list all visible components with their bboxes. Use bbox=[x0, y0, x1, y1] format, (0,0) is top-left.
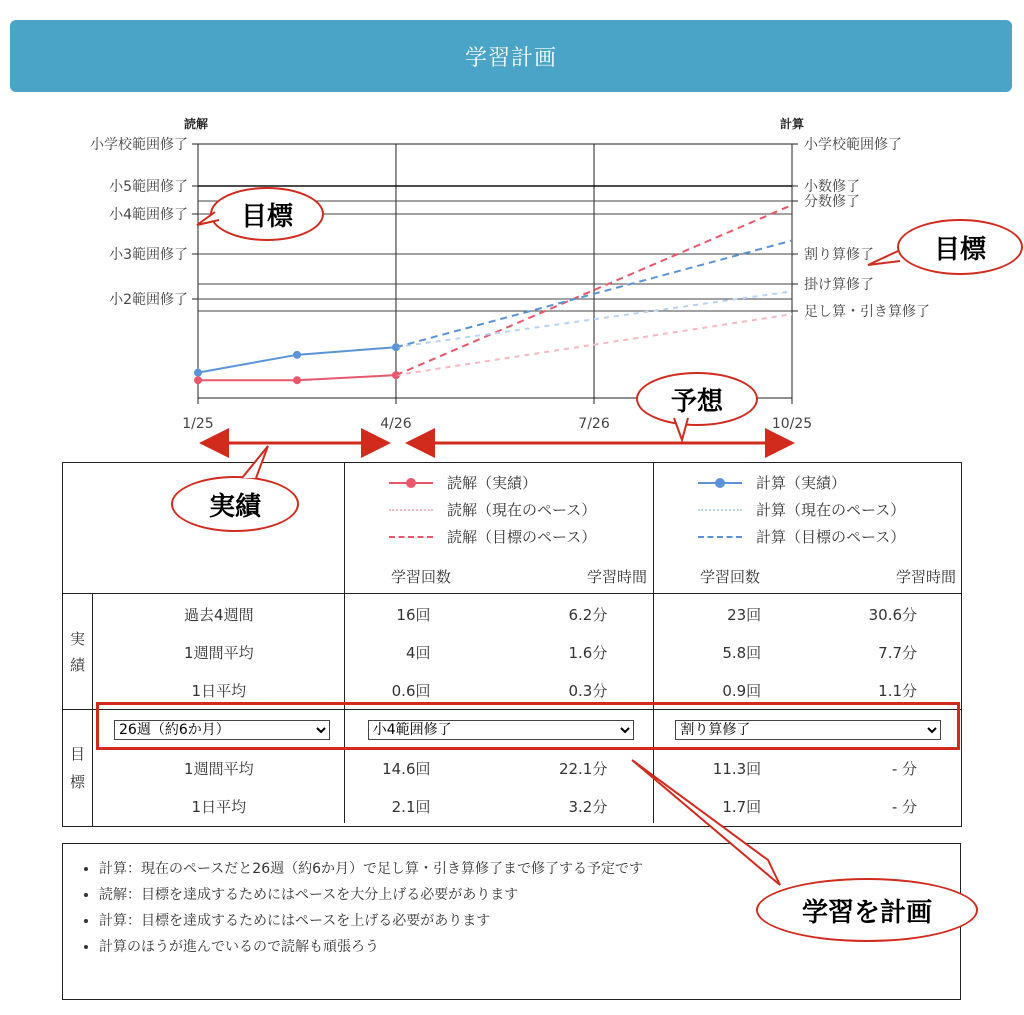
row-label: 1週間平均 bbox=[184, 643, 254, 662]
group-label-actual: 実 績 bbox=[63, 594, 93, 710]
x-tick-label: 10/25 bbox=[771, 416, 813, 432]
row-label: 1日平均 bbox=[191, 681, 247, 700]
right-axis-ticks bbox=[792, 136, 930, 320]
table-cell: 14.6回 bbox=[382, 759, 431, 778]
legend-item: 読解（現在のペース） bbox=[389, 496, 653, 523]
table-cell: 22.1分 bbox=[558, 759, 608, 778]
table-cell: 0.9回 bbox=[722, 681, 762, 700]
x-tick-label: 7/26 bbox=[578, 416, 610, 432]
reading-legend-cell bbox=[345, 463, 654, 594]
calc-legend-cell bbox=[654, 463, 962, 594]
left-tick-label: 小4範囲修了 bbox=[109, 207, 188, 223]
row-label: 1週間平均 bbox=[184, 759, 254, 778]
data-point bbox=[293, 376, 301, 384]
right-tick-label: 割り算修了 bbox=[804, 247, 874, 263]
table-row bbox=[93, 787, 961, 825]
col-header-time: 学習時間 bbox=[586, 568, 647, 586]
page-title: 学習計画 bbox=[464, 45, 557, 71]
data-point bbox=[194, 369, 202, 377]
right-tick-label: 分数修了 bbox=[804, 194, 860, 210]
table-cell: 3.2分 bbox=[568, 797, 608, 816]
right-tick-label: 小数修了 bbox=[804, 179, 860, 195]
goal-select-highlight bbox=[96, 702, 960, 750]
table-row bbox=[93, 633, 961, 671]
table-row bbox=[93, 749, 961, 787]
callout-goal-left: 目標 bbox=[210, 187, 324, 241]
x-tick-label: 4/26 bbox=[380, 416, 412, 432]
legend-item: 読解（実績） bbox=[389, 469, 653, 496]
callout-plan: 学習を計画 bbox=[756, 878, 978, 942]
table-cell: 6.2分 bbox=[568, 605, 608, 624]
table-cell: 4回 bbox=[405, 643, 431, 662]
left-tick-label: 小3範囲修了 bbox=[109, 247, 188, 263]
table-cell: 30.6分 bbox=[868, 605, 918, 624]
row-label: 過去4週間 bbox=[184, 605, 254, 624]
col-header-count: 学習回数 bbox=[391, 568, 452, 586]
note-item: • 計算のほうが進んでいるので読解も頑張ろう bbox=[99, 934, 960, 960]
table-cell: - 分 bbox=[891, 759, 918, 778]
table-cell: - 分 bbox=[891, 797, 918, 816]
col-header-time: 学習時間 bbox=[895, 568, 956, 586]
group-label-target: 目 標 bbox=[63, 710, 93, 827]
row-label: 1日平均 bbox=[191, 797, 247, 816]
data-point bbox=[194, 376, 202, 384]
table-cell: 0.6回 bbox=[391, 681, 431, 700]
callout-actual: 実績 bbox=[171, 476, 299, 532]
table-cell: 11.3回 bbox=[712, 759, 762, 778]
legend-item: 計算（現在のペース） bbox=[698, 496, 961, 523]
callout-pointer bbox=[195, 210, 225, 230]
note-item: • 計算：目標を達成するためにはペースを上げる必要があります bbox=[99, 908, 960, 934]
legend-item: 計算（実績） bbox=[698, 469, 961, 496]
callout-pointer bbox=[864, 247, 904, 272]
data-point bbox=[293, 351, 301, 359]
legend-item: 読解（目標のペース） bbox=[389, 523, 653, 550]
table-cell: 1.7回 bbox=[722, 797, 762, 816]
table-cell: 0.3分 bbox=[568, 681, 608, 700]
callout-pointer bbox=[668, 416, 698, 444]
table-cell: 7.7分 bbox=[878, 643, 918, 662]
note-item: • 読解：目標を達成するためにはペースを大分上げる必要があります bbox=[99, 882, 960, 908]
right-tick-label: 小学校範囲修了 bbox=[804, 137, 902, 153]
table-cell: 1.6分 bbox=[568, 643, 608, 662]
right-tick-label: 足し算・引き算修了 bbox=[804, 304, 930, 320]
callout-goal-right: 目標 bbox=[897, 219, 1023, 275]
table-cell: 2.1回 bbox=[391, 797, 431, 816]
left-axis-title: 読解 bbox=[183, 117, 209, 131]
callout-pointer bbox=[620, 750, 820, 890]
note-item: • 計算：現在のペースだと26週（約6か月）で足し算・引き算修了まで修了する予定です bbox=[99, 856, 960, 882]
col-header-count: 学習回数 bbox=[700, 568, 761, 586]
table-cell: 5.8回 bbox=[722, 643, 762, 662]
x-tick-label: 1/25 bbox=[182, 416, 214, 432]
table-row bbox=[93, 595, 961, 633]
right-axis-title: 計算 bbox=[779, 117, 805, 131]
callout-pointer bbox=[236, 444, 276, 480]
left-axis-ticks bbox=[90, 136, 198, 308]
left-tick-label: 小2範囲修了 bbox=[109, 292, 188, 308]
left-tick-label: 小5範囲修了 bbox=[109, 179, 188, 195]
progress-chart bbox=[0, 0, 1024, 460]
right-tick-label: 掛け算修了 bbox=[804, 277, 874, 293]
callout-forecast: 予想 bbox=[636, 372, 758, 426]
left-tick-label: 小学校範囲修了 bbox=[90, 137, 188, 153]
table-cell: 23回 bbox=[727, 605, 762, 624]
table-cell: 1.1分 bbox=[878, 681, 918, 700]
table-cell: 16回 bbox=[396, 605, 431, 624]
legend-item: 計算（目標のペース） bbox=[698, 523, 961, 550]
